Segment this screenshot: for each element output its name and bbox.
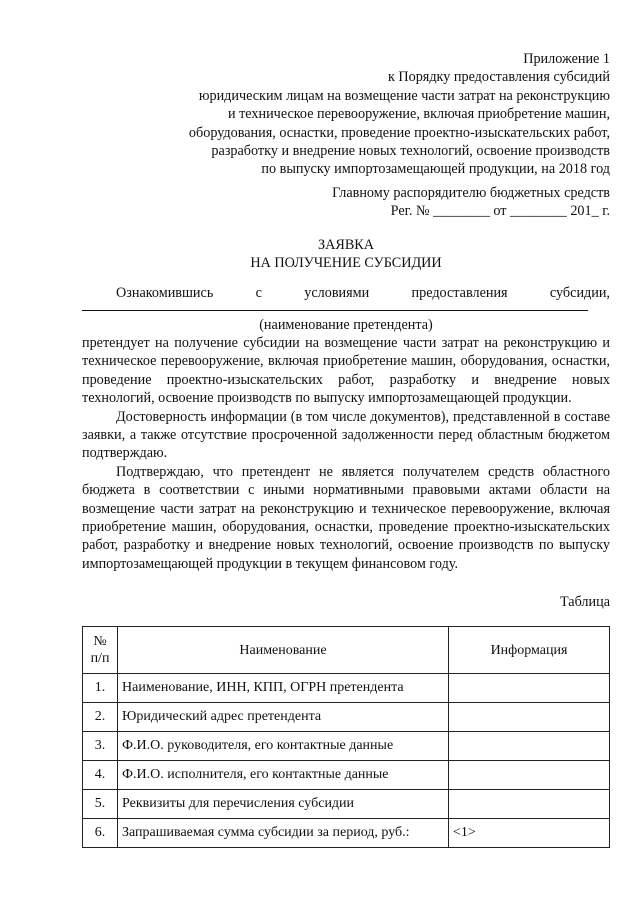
document-title <box>82 236 610 273</box>
applicant-name-line[interactable] <box>82 310 588 311</box>
paragraph-1: претендует на получение субсидии на возмещение части затрат на реконструкцию и техническое перевооружение, включая приобретение машин, оборудования, оснастки, проведение проектно-изыскательских работ, разработку и внедрение новых технологий, освоение производств по выпуску импортозамещающей продукции. <box>82 335 610 407</box>
intro-word: условиями <box>304 285 370 301</box>
addressee: Главному распорядителю бюджетных средств <box>332 185 610 201</box>
row-info[interactable]: <1> <box>449 819 610 848</box>
appendix-line: и техническое перевооружение, включая приобретение машин, <box>227 106 610 123</box>
table-row <box>83 761 610 790</box>
row-name: Запрашиваемая сумма субсидии за период, руб.: <box>118 819 449 848</box>
header-name: Наименование <box>118 627 449 674</box>
applicant-name-caption: (наименование претендента) <box>259 317 433 333</box>
row-info[interactable] <box>449 790 610 819</box>
table-row <box>83 703 610 732</box>
row-info[interactable] <box>449 703 610 732</box>
row-num: 2. <box>83 703 118 732</box>
table-row <box>83 674 610 703</box>
paragraph-3: Подтверждаю, что претендент не является получателем средств областного бюджета в соответствии с иными нормативными правовыми актами области на возмещение части затрат на реконструкцию и техническое перевооружение, включая приобретение машин, оборудования, оснастки, проведение проектно-изыскательских работ, разработку и внедрение новых технологий, освоение производств по выпуску импортозамещающей продукции в текущем финансовом году. <box>82 463 610 572</box>
row-name: Реквизиты для перечисления субсидии <box>118 790 449 819</box>
intro-word: предоставления <box>411 285 508 301</box>
appendix-line: оборудования, оснастки, проведение проектно-изыскательских работ, <box>188 124 610 141</box>
header-info: Информация <box>449 627 610 674</box>
row-name: Юридический адрес претендента <box>118 703 449 732</box>
appendix-line: к Порядку предоставления субсидий <box>387 69 610 86</box>
info-table <box>82 626 610 848</box>
addressee-block <box>332 184 610 221</box>
intro-word: Ознакомившись <box>116 285 214 301</box>
appendix-line: юридическим лицам на возмещение части затрат на реконструкцию <box>198 87 610 104</box>
row-name: Наименование, ИНН, КПП, ОГРН претендента <box>118 674 449 703</box>
appendix-line: разработку и внедрение новых технологий, освоение производств <box>211 142 610 159</box>
title-line-2: НА ПОЛУЧЕНИЕ СУБСИДИИ <box>250 255 442 272</box>
intro-line <box>116 284 610 302</box>
row-info[interactable] <box>449 761 610 790</box>
appendix-line: по выпуску импортозамещающей продукции, на 2018 год <box>261 161 610 178</box>
table-header-row <box>83 627 610 674</box>
row-info[interactable] <box>449 674 610 703</box>
appendix-header <box>189 50 610 179</box>
table-row <box>83 819 610 848</box>
row-name: Ф.И.О. исполнителя, его контактные данные <box>118 761 449 790</box>
registration-line: Рег. № ________ от ________ 201_ г. <box>390 203 610 220</box>
row-info[interactable] <box>449 732 610 761</box>
body-text <box>82 334 610 573</box>
row-num: 5. <box>83 790 118 819</box>
row-num: 3. <box>83 732 118 761</box>
header-num-line-1: № <box>93 634 107 649</box>
header-num-line-2: п/п <box>90 651 110 666</box>
row-num: 1. <box>83 674 118 703</box>
document-page <box>82 0 610 905</box>
paragraph-2: Достоверность информации (в том числе документов), представленной в составе заявки, а также отсутствие просроченной задолженности перед областным бюджетом подтверждаю. <box>82 408 610 462</box>
row-name: Ф.И.О. руководителя, его контактные данные <box>118 732 449 761</box>
header-num <box>83 627 118 674</box>
row-num: 4. <box>83 761 118 790</box>
title-line-1: ЗАЯВКА <box>318 237 374 253</box>
row-num: 6. <box>83 819 118 848</box>
appendix-line: Приложение 1 <box>523 51 610 67</box>
table-caption: Таблица <box>559 594 610 610</box>
table-row <box>83 732 610 761</box>
intro-word: субсидии, <box>549 285 610 301</box>
intro-word: с <box>255 285 262 301</box>
table-row <box>83 790 610 819</box>
